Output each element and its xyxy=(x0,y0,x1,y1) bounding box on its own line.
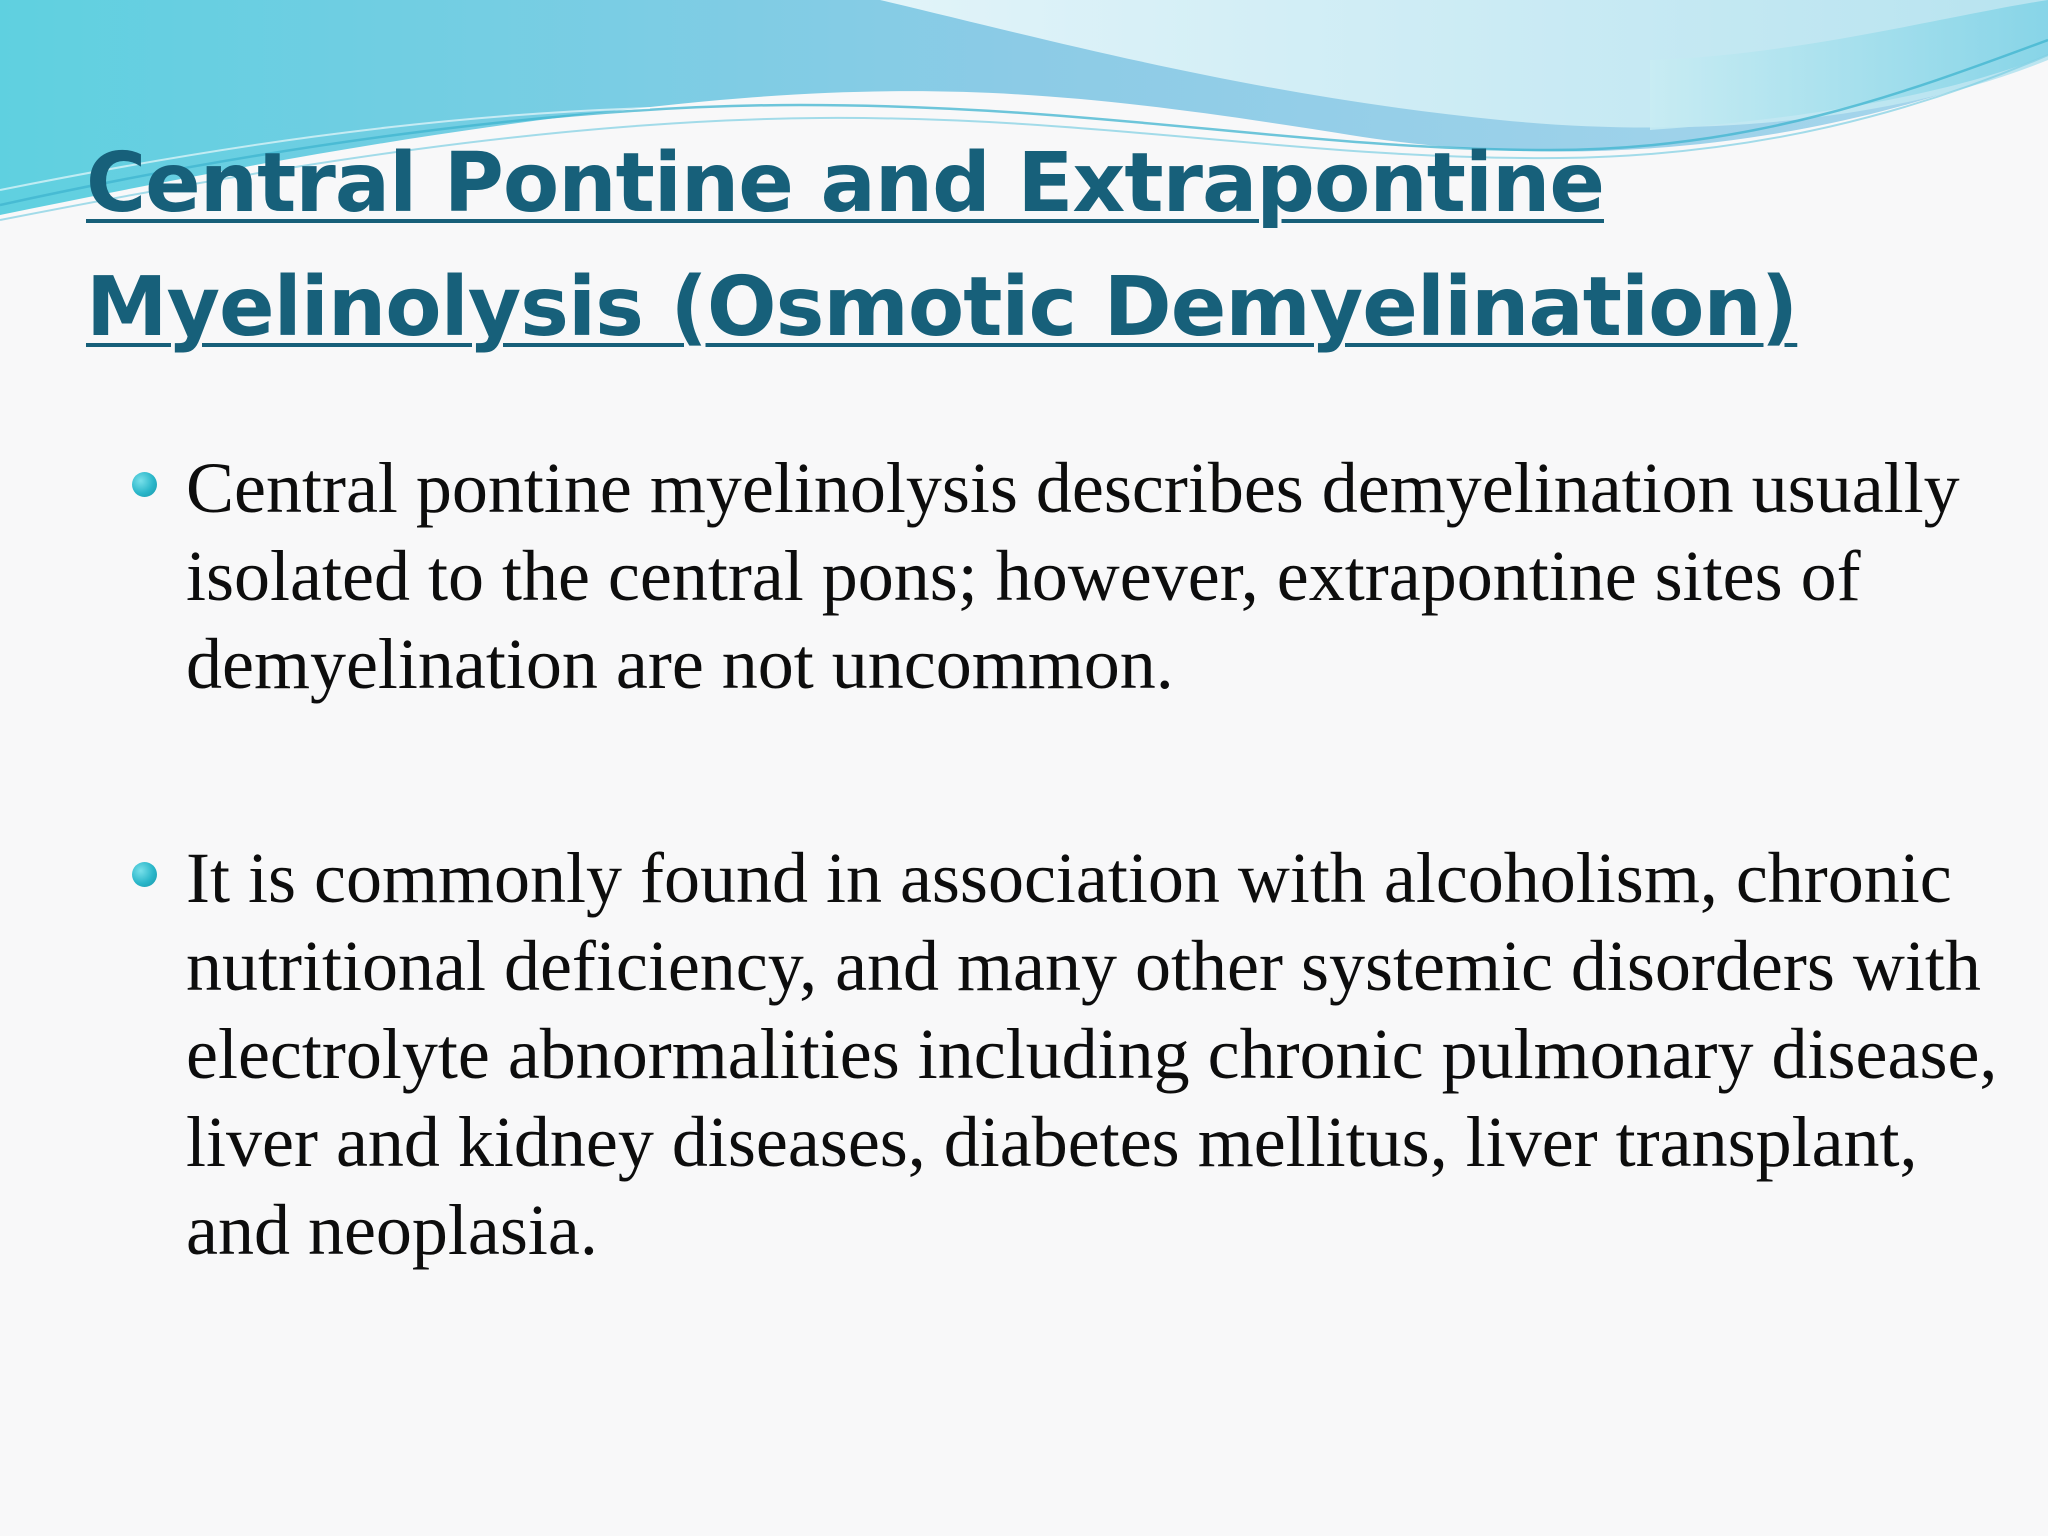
bullet-item xyxy=(186,444,2006,708)
bullet-text: It is commonly found in association with alcoholism, chronic nutritional deficiency, and many other systemic disorders with electrolyte abnormalities including chronic pulmonary disease, liver and kidney diseases, diabetes mellitus, liver transplant, and neoplasia. xyxy=(186,838,1998,1270)
bullet-text: Central pontine myelinolysis describes demyelination usually isolated to the central pons; however, extrapontine sites of demyelination are not uncommon. xyxy=(186,448,1960,704)
slide-title xyxy=(86,122,1986,370)
bullet-dot-icon xyxy=(132,862,157,887)
slide-title-line-1: Central Pontine and Extrapontine xyxy=(86,136,1604,231)
slide-title-line-2: Myelinolysis (Osmotic Demyelination) xyxy=(86,260,1798,355)
bullet-dot-icon xyxy=(132,472,157,497)
bullet-item xyxy=(186,834,2006,1274)
